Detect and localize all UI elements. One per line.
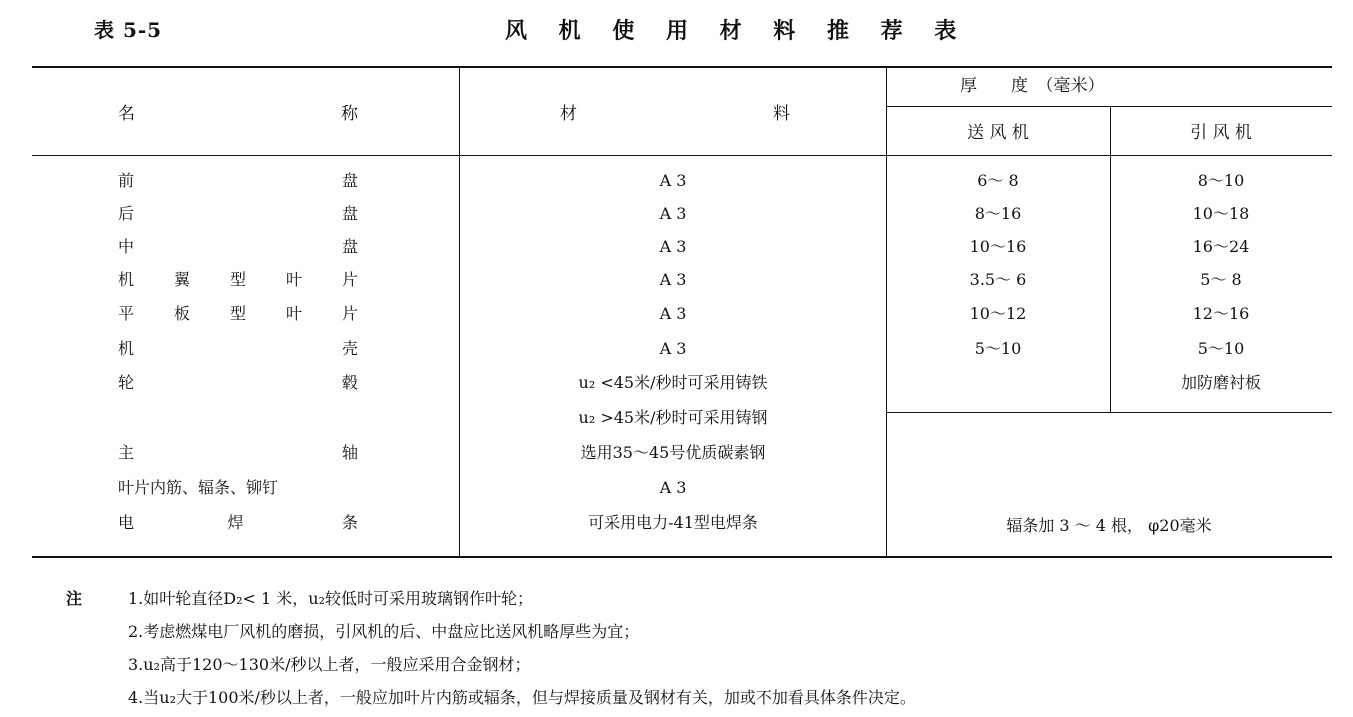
upper-block-rule [886,412,1332,413]
row-name: 电 焊 条 [118,513,358,532]
header-name: 名 称 [118,104,358,124]
note-item: 1.如叶轮直径D₂< 1 米，u₂较低时可采用玻璃钢作叶轮； [128,589,533,608]
table-top-rule [32,66,1332,68]
row-material: u₂ <45米/秒时可采用铸铁 [578,373,768,392]
merged-thickness-note: 辐条加 3 ～ 4 根， φ20毫米 [1006,516,1212,535]
header-bottom-rule [32,155,1332,156]
row-thickness-send: 5～10 [974,339,1022,358]
header-thickness: 厚 度 （毫米） [960,76,1105,96]
header-fan-induced: 引 风 机 [1190,123,1252,143]
row-thickness-induced: 16～24 [1192,237,1250,256]
row-material: u₂ >45米/秒时可采用铸钢 [578,408,768,427]
row-name: 后 盘 [118,204,358,223]
row-thickness-send: 10～16 [969,237,1027,256]
row-thickness-send: 3.5～ 6 [969,270,1027,289]
row-thickness-induced: 5～10 [1197,339,1245,358]
table-bottom-rule [32,556,1332,558]
row-thickness-induced: 5～ 8 [1200,270,1242,289]
note-item: 2.考虑燃煤电厂风机的磨损，引风机的后、中盘应比送风机略厚些为宜； [128,622,640,641]
row-name: 轮 毂 [118,373,358,392]
row-thickness-send: 10～12 [969,304,1027,323]
row-thickness-induced: 12～16 [1192,304,1250,323]
header-material: 材 料 [560,104,790,124]
row-material: A 3 [659,304,687,323]
row-material: A 3 [659,204,687,223]
row-thickness-send: 6～ 8 [977,171,1019,190]
header-fan-send: 送 风 机 [967,123,1029,143]
row-material: A 3 [659,171,687,190]
row-name: 主 轴 [118,443,358,462]
row-name: 中 盘 [118,237,358,256]
row-name: 前 盘 [118,171,358,190]
table-title: 风 机 使 用 材 料 推 荐 表 [505,18,969,44]
table-number: 表 5-5 [94,18,163,42]
notes-block [66,582,916,714]
row-name: 叶片内筋、辐条、铆钉 [118,478,279,497]
notes-list [128,582,916,714]
row-material: A 3 [659,478,687,497]
row-material: A 3 [659,270,687,289]
row-material: 选用35～45号优质碳素钢 [580,443,766,462]
note-item: 3.u₂高于120～130米/秒以上者，一般应采用合金钢材； [128,655,531,674]
row-thickness-induced: 8～10 [1197,171,1245,190]
column-divider-fans [1110,107,1111,412]
notes-label: 注 [66,589,83,608]
row-material: A 3 [659,339,687,358]
row-name: 机 翼 型 叶 片 [118,270,358,289]
row-thickness-send: 8～16 [974,204,1022,223]
row-thickness-induced: 加防磨衬板 [1180,373,1261,392]
row-material: A 3 [659,237,687,256]
row-thickness-induced: 10～18 [1192,204,1250,223]
row-name: 平 板 型 叶 片 [118,304,358,323]
note-item: 4.当u₂大于100米/秒以上者，一般应加叶片内筋或辐条，但与焊接质量及钢材有关，加或不加看具体条件决定。 [128,688,916,707]
row-material: 可采用电力-41型电焊条 [588,513,758,532]
row-name: 机 壳 [118,339,358,358]
thickness-subheader-rule [886,106,1332,107]
